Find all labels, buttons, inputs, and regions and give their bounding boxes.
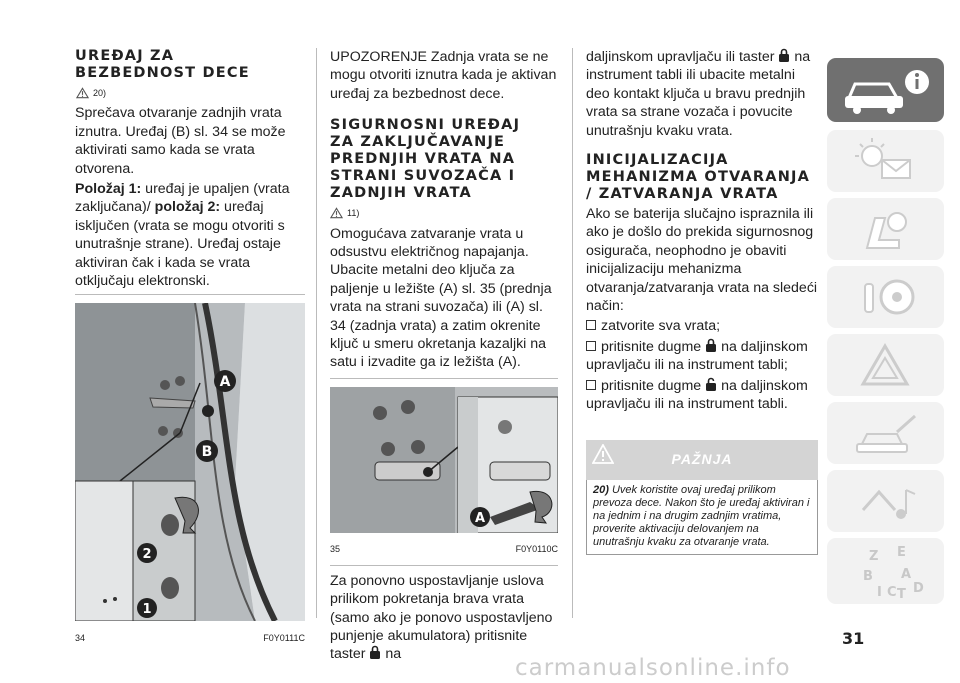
heading-line-2: MEHANIZMA OTVARANJA	[586, 169, 811, 186]
heading-line-1: UREĐAJ ZA	[75, 48, 175, 64]
warning-ref-number: 11)	[347, 208, 360, 219]
tab-index[interactable]	[827, 538, 944, 604]
position-2-text: uređaj isključen (vrata se mogu otvoriti s unutrašnje strane). Uređaj ostaje aktiviran čak i kada se vrata otključaju elektronski.	[75, 199, 285, 290]
lock-key-icon	[369, 645, 381, 660]
warning-triangle-icon	[827, 334, 944, 396]
step-1-text: zatvorite sva vrata;	[601, 318, 721, 335]
heading-line-3: PREDNJIH VRATA NA	[330, 151, 516, 168]
position-2-label: položaj 2:	[154, 199, 221, 216]
column-2	[330, 48, 558, 666]
procedure-paragraph: Omogućava zatvaranje vrata u odsustvu električnog napajanja. Ubacite metalni deo ključa za paljenje u ležište (A) sl. 35 (prednja vrata na strani suvozača) ili (A) sl. 34 (zadnja vrata) a zatim okrenite ključ u smeru okretanja kazaljki na satu i izvadite ga iz ležišta (A).	[330, 225, 552, 371]
bullet-icon	[586, 380, 596, 390]
figure-divider	[330, 565, 558, 566]
intro-paragraph: Sprečava otvaranje zadnjih vrata iznutra. Uređaj (B) sl. 34 se može aktivirati samo kada se vrata otvorena.	[75, 105, 286, 177]
wrench-car-icon	[827, 402, 944, 464]
step-3-text: pritisnite dugme	[601, 377, 702, 394]
music-nav-icon	[827, 470, 944, 532]
steering-wheel-icon	[827, 266, 944, 328]
column-3	[586, 48, 818, 555]
section-heading	[75, 48, 305, 82]
page-number: 31	[842, 629, 865, 648]
tab-emergency[interactable]	[827, 334, 944, 396]
step-3	[586, 377, 818, 414]
attention-title: PAŽNJA	[671, 451, 733, 468]
attention-body	[586, 480, 818, 555]
index-letter: T	[897, 587, 906, 602]
initialization-paragraph: Ako se baterija slučajno ispraznila ili ako je došlo do prekida sigurnosnog osigurača, neophodno je obaviti inicijalizaciju mehanizma otvaranja/zatvaranja vrata na sledeći način:	[586, 206, 818, 315]
lock-key-icon	[705, 338, 717, 353]
index-letter: B	[863, 569, 873, 584]
bullet-icon	[586, 341, 596, 351]
warning-triangle-icon	[330, 207, 343, 219]
attention-box	[586, 440, 818, 555]
index-letter: E	[897, 545, 906, 560]
restore-text: Za ponovno uspostavljanje uslova prilikom pokretanja brava vrata (samo ako je ponovo uspostavljeno punjenje akumulatora) pritisnite taster	[330, 572, 553, 663]
tab-multimedia[interactable]	[827, 470, 944, 532]
sun-warning-icon	[827, 130, 944, 192]
step-2-text: pritisnite dugme	[601, 338, 702, 355]
warning-triangle-icon	[592, 444, 614, 464]
figure-marker-2: 2	[142, 547, 152, 563]
position-1-label: Položaj 1:	[75, 181, 142, 198]
figure-marker-a: A	[219, 374, 231, 391]
figure-number: 34	[75, 632, 86, 643]
tab-safety[interactable]	[827, 198, 944, 260]
figure-35	[330, 387, 558, 559]
seat-airbag-icon	[827, 198, 944, 260]
tab-starting-driving[interactable]	[827, 266, 944, 328]
figure-code: F0Y0110C	[515, 544, 558, 555]
heading-line-2: BEZBEDNOST DECE	[75, 65, 250, 81]
heading-line-5: ZADNJIH VRATA	[330, 185, 472, 202]
column-1	[75, 48, 305, 647]
lock-key-icon	[778, 48, 790, 63]
alphabet-index-icon	[827, 538, 944, 604]
position-1-text: uređaj je upaljen (vrata zaključana)/	[75, 181, 290, 216]
figure-marker-a: A	[474, 510, 486, 526]
watermark: carmanualsonline.info	[515, 655, 791, 681]
figure-caption	[330, 540, 558, 558]
index-letter: D	[913, 581, 924, 596]
tab-warnings[interactable]	[827, 130, 944, 192]
continuation-text: daljinskom upravljaču ili taster	[586, 49, 775, 65]
section-heading	[586, 152, 818, 203]
tab-car-info[interactable]	[827, 58, 944, 122]
positions-paragraph	[75, 180, 305, 290]
figure-divider	[75, 294, 305, 295]
heading-line-1: INICIJALIZACIJA	[586, 152, 729, 169]
step-1	[586, 317, 818, 335]
restore-text-end: na	[385, 646, 402, 663]
figure-caption	[75, 629, 305, 647]
step-2-text-rest: na daljinskom upravljaču ili na instrument tabli;	[586, 338, 808, 374]
unlock-key-icon	[705, 377, 717, 392]
door-latch-illustration	[75, 303, 305, 621]
column-divider-2	[572, 48, 573, 618]
figure-marker-1: 1	[142, 602, 152, 618]
continuation-text-rest: na instrument tabli ili ubacite metalni deo kontakt ključa u bravu prednjih vrata sa strane vozača i povucite unutrašnju kvaku vrata.	[586, 49, 811, 139]
index-letter: C	[887, 585, 897, 600]
figure-number: 35	[330, 544, 341, 555]
index-letter: Z	[869, 549, 879, 564]
tab-maintenance[interactable]	[827, 402, 944, 464]
door-lock-illustration	[330, 387, 558, 533]
note-number: 20)	[593, 483, 609, 496]
car-info-icon	[827, 58, 944, 122]
attention-header	[586, 440, 818, 480]
warning-triangle-icon	[76, 87, 89, 99]
figure-code: F0Y0111C	[263, 632, 305, 643]
index-letter: A	[901, 567, 912, 582]
figure-marker-b: B	[201, 444, 213, 461]
note-text: Uvek koristite ovaj uređaj prilikom prevoza dece. Nakon što je uređaj aktiviran i na jednim i na drugim zadnjim vratima, proverite aktivaciju delovanjem na unutrašnju kvaku za otvaranje vrata.	[593, 483, 810, 549]
step-2	[586, 338, 818, 375]
restore-paragraph	[330, 572, 558, 664]
heading-line-3: / ZATVARANJA VRATA	[586, 186, 779, 203]
column-divider-1	[316, 48, 317, 618]
heading-line-4: STRANI SUVOZAČA I	[330, 168, 516, 185]
heading-line-2: ZA ZAKLJUČAVANJE	[330, 134, 506, 151]
continuation-paragraph	[586, 48, 818, 140]
figure-34	[75, 303, 305, 647]
warning-reference	[75, 84, 305, 102]
index-letter: I	[877, 585, 882, 600]
heading-line-1: SIGURNOSNI UREĐAJ	[330, 117, 521, 134]
step-3-text-rest: na daljinskom upravljaču ili na instrument tabli.	[586, 377, 808, 413]
figure-divider	[330, 378, 558, 379]
warning-reference	[330, 204, 558, 222]
warning-ref-number: 20)	[93, 88, 107, 98]
bullet-icon	[586, 320, 596, 330]
section-heading	[330, 117, 558, 202]
warning-paragraph: UPOZORENJE Zadnja vrata se ne mogu otvoriti iznutra kada je aktivan uređaj za bezbednost dece.	[330, 49, 557, 102]
